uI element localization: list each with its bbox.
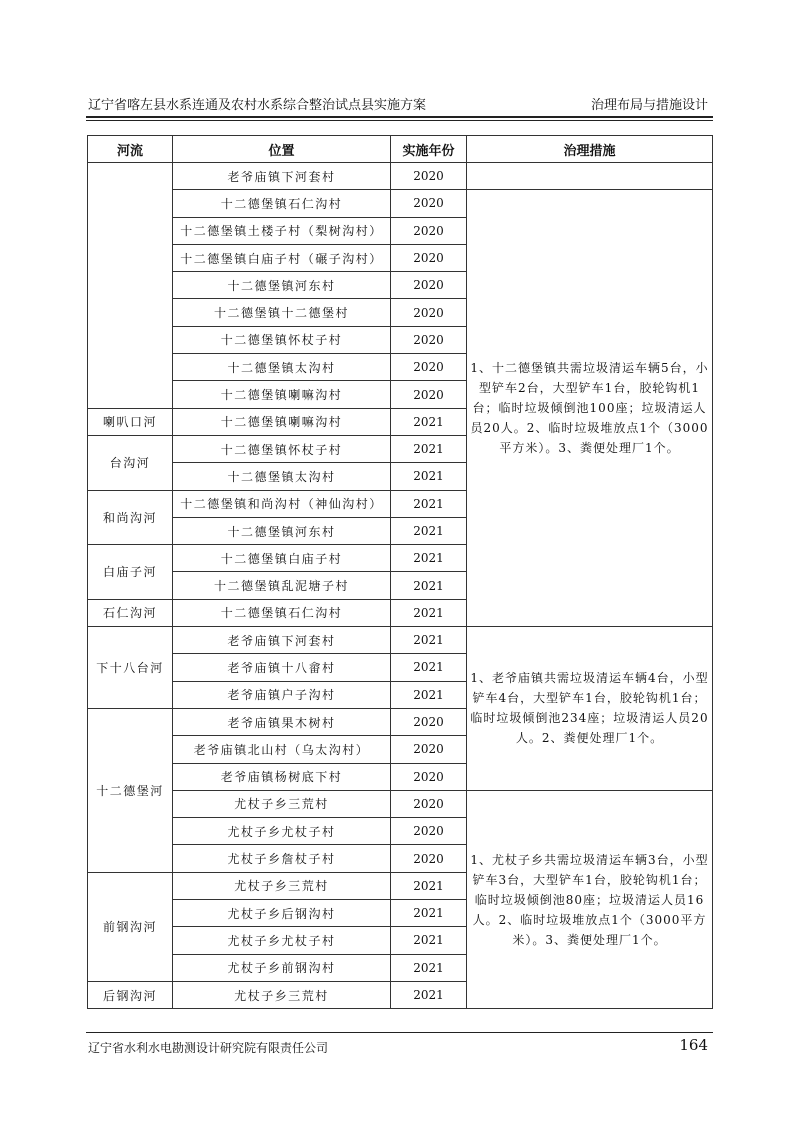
location-cell: 十二德堡镇十二德堡村 <box>173 299 391 326</box>
location-cell: 十二德堡镇怀杖子村 <box>173 326 391 353</box>
location-cell: 老爷庙镇下河套村 <box>173 163 391 190</box>
river-cell: 石仁沟河 <box>88 599 173 626</box>
year-cell: 2021 <box>391 681 467 708</box>
location-cell: 老爷庙镇十八畲村 <box>173 654 391 681</box>
year-cell: 2021 <box>391 408 467 435</box>
measures-cell: 1、老爷庙镇共需垃圾清运车辆4台，小型铲车4台，大型铲车1台，胶轮钩机1台；临时垃圾倾倒池234座；垃圾清运人员20人。2、粪便处理厂1个。 <box>467 627 713 791</box>
location-cell: 十二德堡镇怀杖子村 <box>173 435 391 462</box>
table-row <box>88 190 713 217</box>
river-cell: 前钢沟河 <box>88 872 173 981</box>
year-cell: 2020 <box>391 381 467 408</box>
year-cell: 2021 <box>391 572 467 599</box>
location-cell: 老爷庙镇北山村（乌太沟村） <box>173 736 391 763</box>
year-cell: 2020 <box>391 163 467 190</box>
year-cell: 2020 <box>391 244 467 271</box>
year-cell: 2020 <box>391 272 467 299</box>
year-cell: 2021 <box>391 599 467 626</box>
location-cell: 十二德堡镇白庙子村 <box>173 545 391 572</box>
year-cell: 2020 <box>391 736 467 763</box>
year-cell: 2020 <box>391 217 467 244</box>
location-cell: 十二德堡镇白庙子村（碾子沟村） <box>173 244 391 271</box>
location-cell: 尤杖子乡尤杖子村 <box>173 818 391 845</box>
location-cell: 尤杖子乡三荒村 <box>173 790 391 817</box>
location-cell: 十二德堡镇石仁沟村 <box>173 190 391 217</box>
river-cell: 白庙子河 <box>88 545 173 600</box>
year-cell: 2021 <box>391 490 467 517</box>
year-cell: 2021 <box>391 463 467 490</box>
river-cell: 十二德堡河 <box>88 708 173 872</box>
location-cell: 尤杖子乡尤杖子村 <box>173 927 391 954</box>
location-cell: 老爷庙镇户子沟村 <box>173 681 391 708</box>
year-cell: 2021 <box>391 927 467 954</box>
river-cell: 后钢沟河 <box>88 981 173 1008</box>
location-cell: 尤杖子乡前钢沟村 <box>173 954 391 981</box>
header-rule-thin <box>86 120 713 121</box>
year-cell: 2021 <box>391 654 467 681</box>
year-cell: 2021 <box>391 981 467 1008</box>
river-cell: 台沟河 <box>88 435 173 490</box>
year-cell: 2021 <box>391 954 467 981</box>
location-cell: 十二德堡镇河东村 <box>173 272 391 299</box>
year-cell: 2020 <box>391 299 467 326</box>
year-cell: 2021 <box>391 872 467 899</box>
column-header-year: 实施年份 <box>391 136 467 163</box>
year-cell: 2021 <box>391 900 467 927</box>
year-cell: 2020 <box>391 326 467 353</box>
location-cell: 十二德堡镇喇嘛沟村 <box>173 381 391 408</box>
table-row <box>88 790 713 817</box>
location-cell: 十二德堡镇石仁沟村 <box>173 599 391 626</box>
table-header-row <box>88 136 713 163</box>
year-cell: 2021 <box>391 545 467 572</box>
location-cell: 尤杖子乡三荒村 <box>173 981 391 1008</box>
year-cell: 2021 <box>391 517 467 544</box>
header-rule <box>86 116 713 118</box>
column-header-measures: 治理措施 <box>467 136 713 163</box>
location-cell: 尤杖子乡詹杖子村 <box>173 845 391 872</box>
measures-cell <box>467 163 713 190</box>
document-header-title: 辽宁省喀左县水系连通及农村水系综合整治试点县实施方案 <box>88 98 427 113</box>
table-row <box>88 163 713 190</box>
footer-rule <box>86 1032 713 1033</box>
river-cell: 和尚沟河 <box>88 490 173 545</box>
year-cell: 2020 <box>391 708 467 735</box>
table-row <box>88 627 713 654</box>
location-cell: 老爷庙镇下河套村 <box>173 627 391 654</box>
footer-organization: 辽宁省水利水电勘测设计研究院有限责任公司 <box>88 1041 329 1055</box>
location-cell: 十二德堡镇太沟村 <box>173 463 391 490</box>
location-cell: 老爷庙镇杨树底下村 <box>173 763 391 790</box>
year-cell: 2021 <box>391 627 467 654</box>
location-cell: 十二德堡镇河东村 <box>173 517 391 544</box>
location-cell: 老爷庙镇果木树村 <box>173 708 391 735</box>
location-cell: 十二德堡镇喇嘛沟村 <box>173 408 391 435</box>
measures-table <box>87 135 713 1009</box>
column-header-location: 位置 <box>173 136 391 163</box>
measures-cell: 1、尤杖子乡共需垃圾清运车辆3台，小型铲车3台，大型铲车1台，胶轮钩机1台；临时垃圾倾倒池80座；垃圾清运人员16人。2、临时垃圾堆放点1个（3000平方米）。3、粪便处理厂1个。 <box>467 790 713 1008</box>
year-cell: 2020 <box>391 818 467 845</box>
year-cell: 2020 <box>391 790 467 817</box>
column-header-river: 河流 <box>88 136 173 163</box>
section-title: 治理布局与措施设计 <box>590 98 708 113</box>
year-cell: 2020 <box>391 354 467 381</box>
location-cell: 十二德堡镇乱泥塘子村 <box>173 572 391 599</box>
year-cell: 2020 <box>391 190 467 217</box>
river-cell: 下十八台河 <box>88 627 173 709</box>
page-number: 164 <box>679 1036 708 1054</box>
river-cell: 喇叭口河 <box>88 408 173 435</box>
measures-cell: 1、十二德堡镇共需垃圾清运车辆5台，小型铲车2台，大型铲车1台，胶轮钩机1台；临时垃圾倾倒池100座；垃圾清运人员20人。2、临时垃圾堆放点1个（3000平方米）。3、粪便处理厂1个。 <box>467 190 713 627</box>
year-cell: 2021 <box>391 435 467 462</box>
river-cell <box>88 163 173 409</box>
year-cell: 2020 <box>391 845 467 872</box>
location-cell: 十二德堡镇太沟村 <box>173 354 391 381</box>
location-cell: 尤杖子乡三荒村 <box>173 872 391 899</box>
location-cell: 十二德堡镇土楼子村（梨树沟村） <box>173 217 391 244</box>
location-cell: 尤杖子乡后钢沟村 <box>173 900 391 927</box>
year-cell: 2020 <box>391 763 467 790</box>
location-cell: 十二德堡镇和尚沟村（神仙沟村） <box>173 490 391 517</box>
